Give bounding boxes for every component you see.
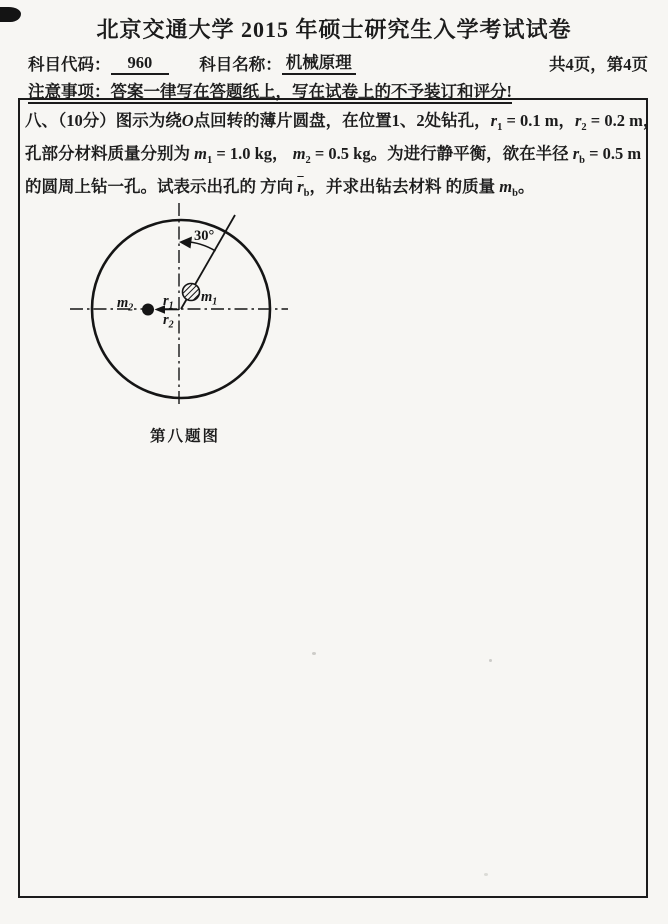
var-rb-vector-sub: b	[303, 188, 310, 199]
var-r1-sub: 1	[497, 122, 503, 133]
problem-text: 的圆周上钻一孔。试表示出孔的 方向	[25, 177, 298, 196]
page-title: 北京交通大学 2015 年硕士研究生入学考试试卷	[96, 17, 572, 42]
problem-text: = 0.2 m，	[586, 111, 660, 130]
subject-name-label: 科目名称：	[199, 55, 282, 74]
problem-text: 点回转的薄片圆盘，在位置1、2处钻孔，	[193, 111, 491, 130]
angle-value-label: 30°	[194, 228, 215, 244]
m2-label: $m_2$	[117, 295, 134, 314]
var-O: O	[181, 111, 194, 130]
r1-label: $r_1$	[163, 293, 174, 312]
var-r2: r	[575, 111, 582, 130]
problem-text: = 0.5 kg。为进行静平衡，欲在半径	[310, 144, 573, 163]
var-mb: m	[499, 177, 513, 196]
problem-text: 八、（10分）图示为绕	[25, 111, 182, 130]
m1-label: $m_1$	[201, 289, 218, 308]
subject-meta-row	[28, 52, 648, 75]
problem-text: 。	[517, 177, 535, 196]
var-m1: m	[194, 144, 207, 163]
problem-text: 孔部分材料质量分别为	[25, 144, 195, 163]
problem-text: = 0.1 m，	[502, 111, 575, 130]
angle-arc-arrowhead	[179, 237, 192, 249]
var-m2-sub: 2	[305, 155, 311, 166]
hole-1-hatched	[183, 284, 200, 301]
var-m2: m	[292, 144, 306, 163]
problem-text: ，并求出钻去材料 的质量	[309, 177, 500, 196]
problem-line-1	[25, 104, 660, 137]
problem-line-2	[25, 137, 646, 170]
var-r1: r	[490, 111, 498, 130]
page-count: 共4页，第4页	[549, 55, 648, 74]
var-r2-sub: 2	[581, 122, 587, 133]
problem-statement	[25, 104, 660, 203]
notice-label: 注意事项：	[28, 82, 111, 101]
var-mb-sub: b	[512, 188, 518, 199]
subject-code-value: 960	[111, 52, 170, 75]
subject-code-label: 科目代码：	[28, 55, 111, 74]
problem-text: = 1.0 kg，	[212, 144, 293, 163]
var-rb-sub: b	[579, 155, 586, 166]
notice-text: 答案一律写在答题纸上，写在试卷上的不予装订和评分!	[110, 82, 512, 101]
r2-label: $r_2$	[163, 312, 174, 331]
hole-2-dot	[142, 304, 154, 316]
var-m1-sub: 1	[206, 155, 213, 166]
problem-border-box	[18, 98, 660, 898]
disk-figure	[60, 195, 300, 423]
subject-name-value: 机械原理	[282, 52, 356, 75]
figure-caption: 第八题图	[149, 428, 220, 445]
var-rb: r	[572, 144, 580, 163]
problem-text: = 0.5 m	[585, 144, 642, 163]
var-rb-vector: $\overline{r}$	[297, 177, 304, 196]
